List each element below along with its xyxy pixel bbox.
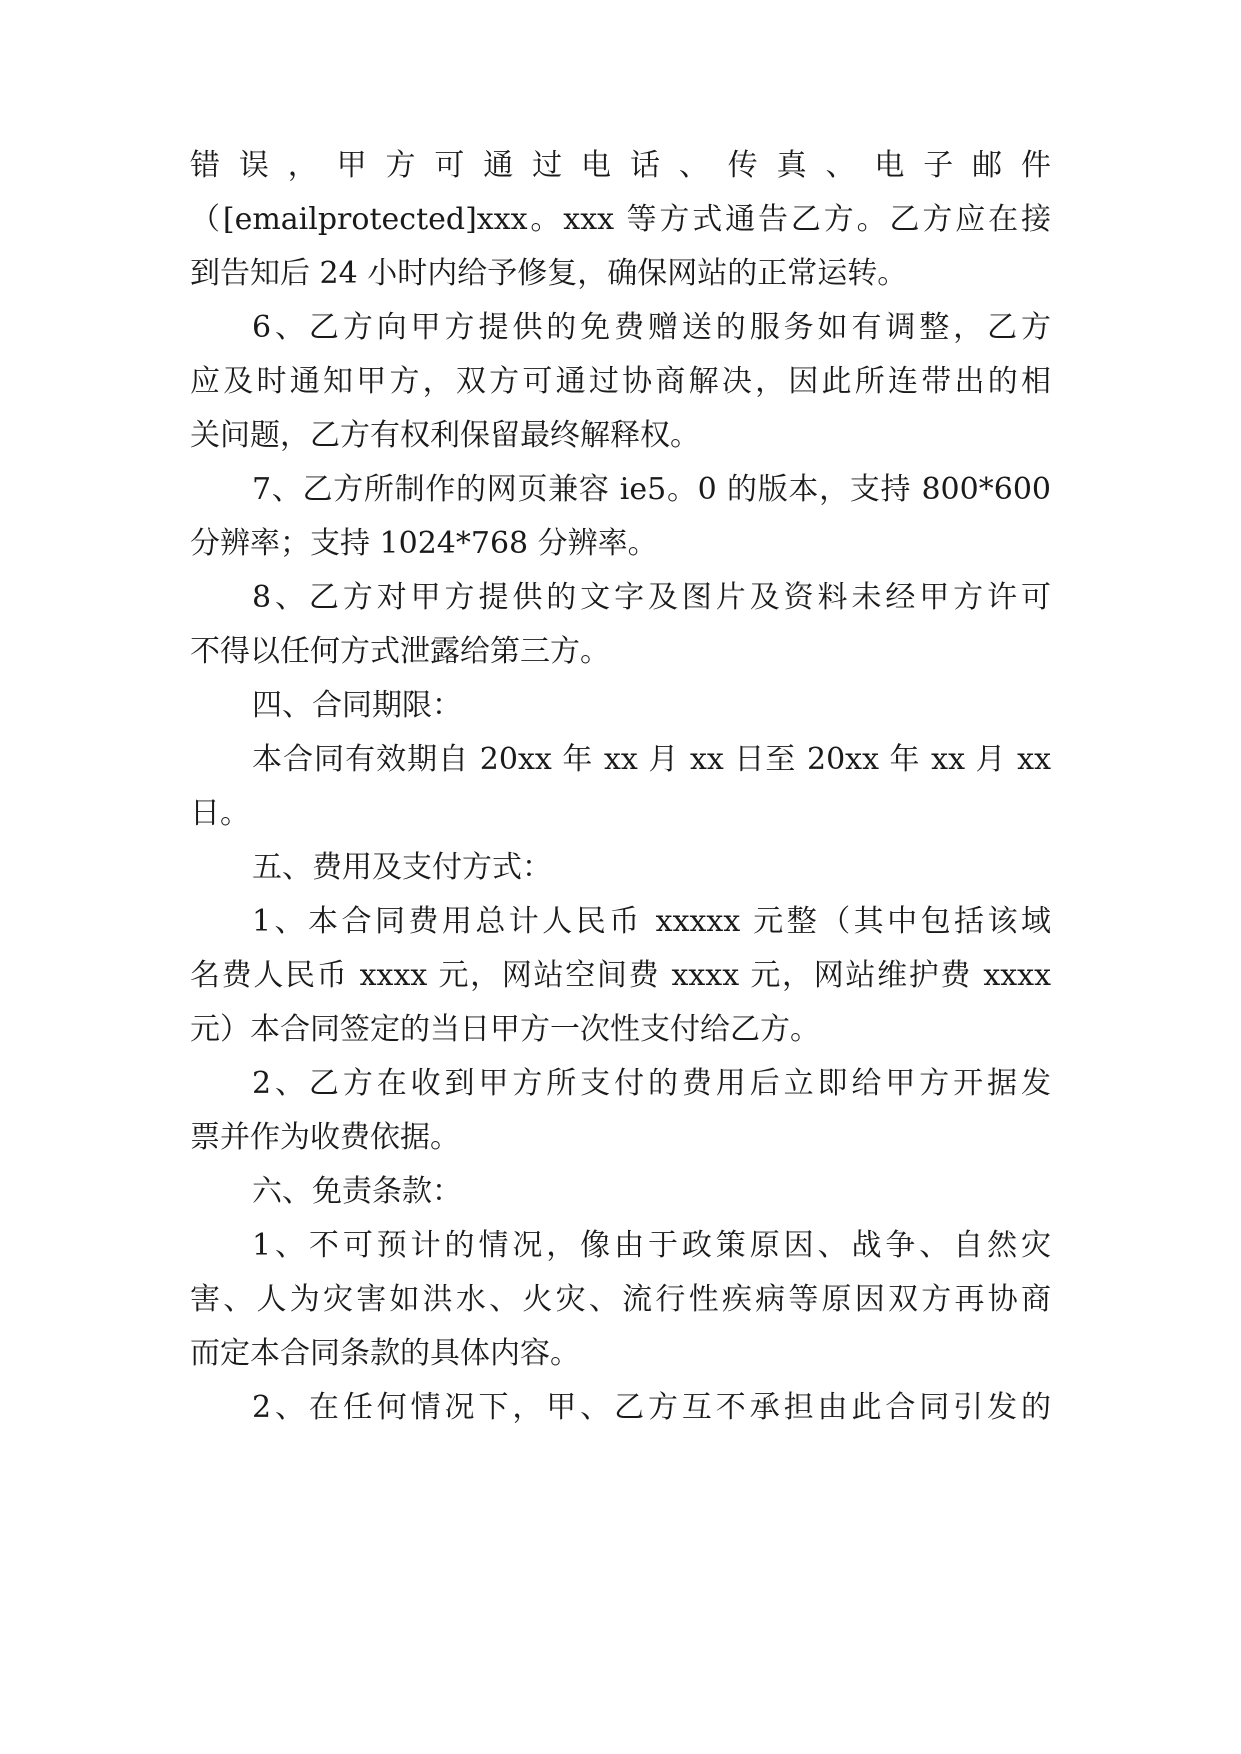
text-line: 本合同有效期自 20xx 年 xx 月 xx 日至 20xx 年 xx 月 xx [252, 742, 1051, 777]
text-line: 分辨率；支持 1024*768 分辨率。 [190, 526, 658, 561]
text-line: 名费人民币 xxxx 元，网站空间费 xxxx 元，网站维护费 xxxx [190, 958, 1051, 993]
text-line: 错误，甲方可通过电话、传真、电子邮件 [190, 148, 1051, 183]
section-heading: 四、合同期限： [252, 688, 462, 723]
text-line: 而定本合同条款的具体内容。 [190, 1336, 580, 1371]
text-line: 7、乙方所制作的网页兼容 ie5。0 的版本，支持 800*600 [252, 472, 1051, 507]
text-line: 2、乙方在收到甲方所支付的费用后立即给甲方开据发 [252, 1066, 1051, 1101]
text-line: 关问题，乙方有权利保留最终解释权。 [190, 418, 700, 453]
text-line: （[emailprotected]xxx。xxx 等方式通告乙方。乙方应在接 [190, 202, 1051, 237]
section-heading: 五、费用及支付方式： [252, 850, 552, 885]
text-line: 到告知后 24 小时内给予修复，确保网站的正常运转。 [190, 256, 908, 291]
text-line: 6、乙方向甲方提供的免费赠送的服务如有调整，乙方 [252, 310, 1051, 345]
text-line: 元）本合同签定的当日甲方一次性支付给乙方。 [190, 1012, 820, 1047]
text-line: 1、不可预计的情况，像由于政策原因、战争、自然灾 [252, 1228, 1051, 1263]
section-heading: 六、免责条款： [252, 1174, 462, 1209]
text-line: 不得以任何方式泄露给第三方。 [190, 634, 610, 669]
text-line: 害、人为灾害如洪水、火灾、流行性疾病等原因双方再协商 [190, 1282, 1051, 1317]
text-line: 票并作为收费依据。 [190, 1120, 460, 1155]
text-line: 1、本合同费用总计人民币 xxxxx 元整（其中包括该域 [252, 904, 1051, 939]
text-line: 2、在任何情况下，甲、乙方互不承担由此合同引发的 [252, 1390, 1051, 1425]
text-line: 应及时通知甲方，双方可通过协商解决，因此所连带出的相 [190, 364, 1051, 399]
text-line: 日。 [190, 796, 250, 831]
text-line: 8、乙方对甲方提供的文字及图片及资料未经甲方许可 [252, 580, 1051, 615]
